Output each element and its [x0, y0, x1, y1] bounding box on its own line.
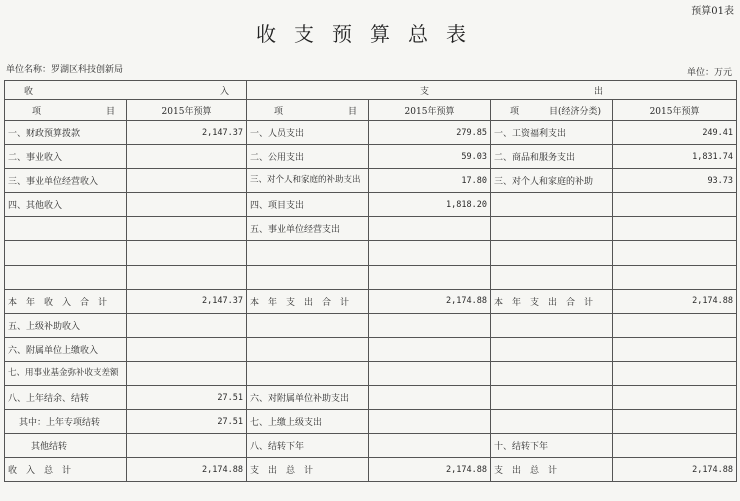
- econ-item: [491, 241, 613, 265]
- expense-item: 八、结转下年: [247, 434, 369, 458]
- econ-amount: 2,174.88: [613, 458, 737, 482]
- income-amount: 2,147.37: [127, 121, 247, 145]
- header-row-group: [5, 81, 737, 100]
- econ-amount: [613, 361, 737, 385]
- income-amount: [127, 361, 247, 385]
- income-amount: 2,174.88: [127, 458, 247, 482]
- expense-amount: [369, 361, 491, 385]
- table-row: [5, 386, 737, 410]
- income-item: 收入总计: [5, 458, 127, 482]
- expense-item: 三、对个人和家庭的补助支出: [247, 169, 369, 193]
- expense-item: 七、上缴上级支出: [247, 410, 369, 434]
- income-item: 四、其他收入: [5, 193, 127, 217]
- expense-amount: [369, 241, 491, 265]
- expense-item: 五、事业单位经营支出: [247, 217, 369, 241]
- col-header-econ-budget: 2015年预算: [613, 100, 737, 121]
- header-row-columns: [5, 100, 737, 121]
- expense-item: [247, 241, 369, 265]
- table-row: [5, 193, 737, 217]
- expense-item: 一、人员支出: [247, 121, 369, 145]
- income-item: 本年收入合计: [5, 289, 127, 313]
- econ-amount: [613, 217, 737, 241]
- income-amount: [127, 145, 247, 169]
- econ-item: 支出总计: [491, 458, 613, 482]
- table-row: [5, 145, 737, 169]
- econ-item: 本年支出合计: [491, 289, 613, 313]
- income-item: 一、财政预算拨款: [5, 121, 127, 145]
- col-header-expense-item: 项 目: [247, 100, 369, 121]
- econ-amount: [613, 265, 737, 289]
- econ-item: 一、工资福利支出: [491, 121, 613, 145]
- col-header-econ-item: 项 目(经济分类): [491, 100, 613, 121]
- income-amount: [127, 241, 247, 265]
- econ-item: [491, 217, 613, 241]
- income-amount: [127, 169, 247, 193]
- econ-item: [491, 337, 613, 361]
- income-amount: [127, 434, 247, 458]
- expense-amount: 2,174.88: [369, 289, 491, 313]
- unit-label: 单位：万元: [686, 68, 732, 78]
- table-row: [5, 169, 737, 193]
- income-item: [5, 241, 127, 265]
- expense-amount: [369, 434, 491, 458]
- income-item: 二、事业收入: [5, 145, 127, 169]
- expense-amount: 17.80: [369, 169, 491, 193]
- income-item: 六、附属单位上缴收入: [5, 337, 127, 361]
- table-row: [5, 241, 737, 265]
- income-item: 八、上年结余、结转: [5, 386, 127, 410]
- table-row: [5, 121, 737, 145]
- income-amount: [127, 193, 247, 217]
- econ-amount: [613, 410, 737, 434]
- expense-amount: [369, 337, 491, 361]
- econ-amount: 249.41: [613, 121, 737, 145]
- expense-item: [247, 265, 369, 289]
- expense-amount: 279.85: [369, 121, 491, 145]
- income-item: 三、事业单位经营收入: [5, 169, 127, 193]
- col-header-income-item: 项 目: [5, 100, 127, 121]
- budget-table: [4, 80, 737, 482]
- income-amount: [127, 337, 247, 361]
- table-row: [5, 313, 737, 337]
- econ-item: 二、商品和服务支出: [491, 145, 613, 169]
- page-title: 收支预算总表: [256, 22, 484, 46]
- expense-item: 本年支出合计: [247, 289, 369, 313]
- table-row: [5, 434, 737, 458]
- econ-item: [491, 265, 613, 289]
- expense-item: 二、公用支出: [247, 145, 369, 169]
- income-item: 其中：上年专项结转: [5, 410, 127, 434]
- income-item: 七、用事业基金弥补收支差额: [5, 361, 127, 385]
- expense-amount: [369, 313, 491, 337]
- econ-item: 十、结转下年: [491, 434, 613, 458]
- income-item: 其他结转: [5, 434, 127, 458]
- income-amount: 27.51: [127, 410, 247, 434]
- econ-amount: [613, 241, 737, 265]
- table-row: [5, 458, 737, 482]
- econ-amount: [613, 434, 737, 458]
- expense-item: 六、对附属单位补助支出: [247, 386, 369, 410]
- econ-item: [491, 313, 613, 337]
- table-row: [5, 337, 737, 361]
- expense-amount: 2,174.88: [369, 458, 491, 482]
- expense-item: 四、项目支出: [247, 193, 369, 217]
- econ-item: [491, 193, 613, 217]
- table-row: [5, 265, 737, 289]
- form-code: 预算01表: [691, 6, 734, 17]
- expense-amount: 59.03: [369, 145, 491, 169]
- expense-amount: [369, 265, 491, 289]
- expense-amount: [369, 217, 491, 241]
- income-item: [5, 265, 127, 289]
- income-item: 五、上级补助收入: [5, 313, 127, 337]
- econ-amount: [613, 193, 737, 217]
- econ-item: [491, 361, 613, 385]
- income-amount: [127, 217, 247, 241]
- col-header-income-budget: 2015年预算: [127, 100, 247, 121]
- expense-amount: [369, 410, 491, 434]
- income-amount: [127, 313, 247, 337]
- econ-amount: [613, 313, 737, 337]
- table-row: [5, 361, 737, 385]
- table-row: [5, 289, 737, 313]
- expense-item: [247, 337, 369, 361]
- econ-amount: 2,174.88: [613, 289, 737, 313]
- expense-item: [247, 313, 369, 337]
- econ-item: [491, 410, 613, 434]
- expense-item: 支出总计: [247, 458, 369, 482]
- expense-group-header: 支 出: [247, 81, 737, 100]
- econ-item: 三、对个人和家庭的补助: [491, 169, 613, 193]
- unit-name: 单位名称：罗湖区科技创新局: [6, 65, 124, 75]
- income-amount: 2,147.37: [127, 289, 247, 313]
- table-row: [5, 410, 737, 434]
- table-row: [5, 217, 737, 241]
- income-amount: 27.51: [127, 386, 247, 410]
- col-header-expense-budget: 2015年预算: [369, 100, 491, 121]
- expense-item: [247, 361, 369, 385]
- income-item: [5, 217, 127, 241]
- econ-item: [491, 386, 613, 410]
- econ-amount: [613, 386, 737, 410]
- econ-amount: 93.73: [613, 169, 737, 193]
- expense-amount: 1,818.20: [369, 193, 491, 217]
- income-group-header: 收 入: [5, 81, 247, 100]
- econ-amount: [613, 337, 737, 361]
- income-amount: [127, 265, 247, 289]
- expense-amount: [369, 386, 491, 410]
- econ-amount: 1,831.74: [613, 145, 737, 169]
